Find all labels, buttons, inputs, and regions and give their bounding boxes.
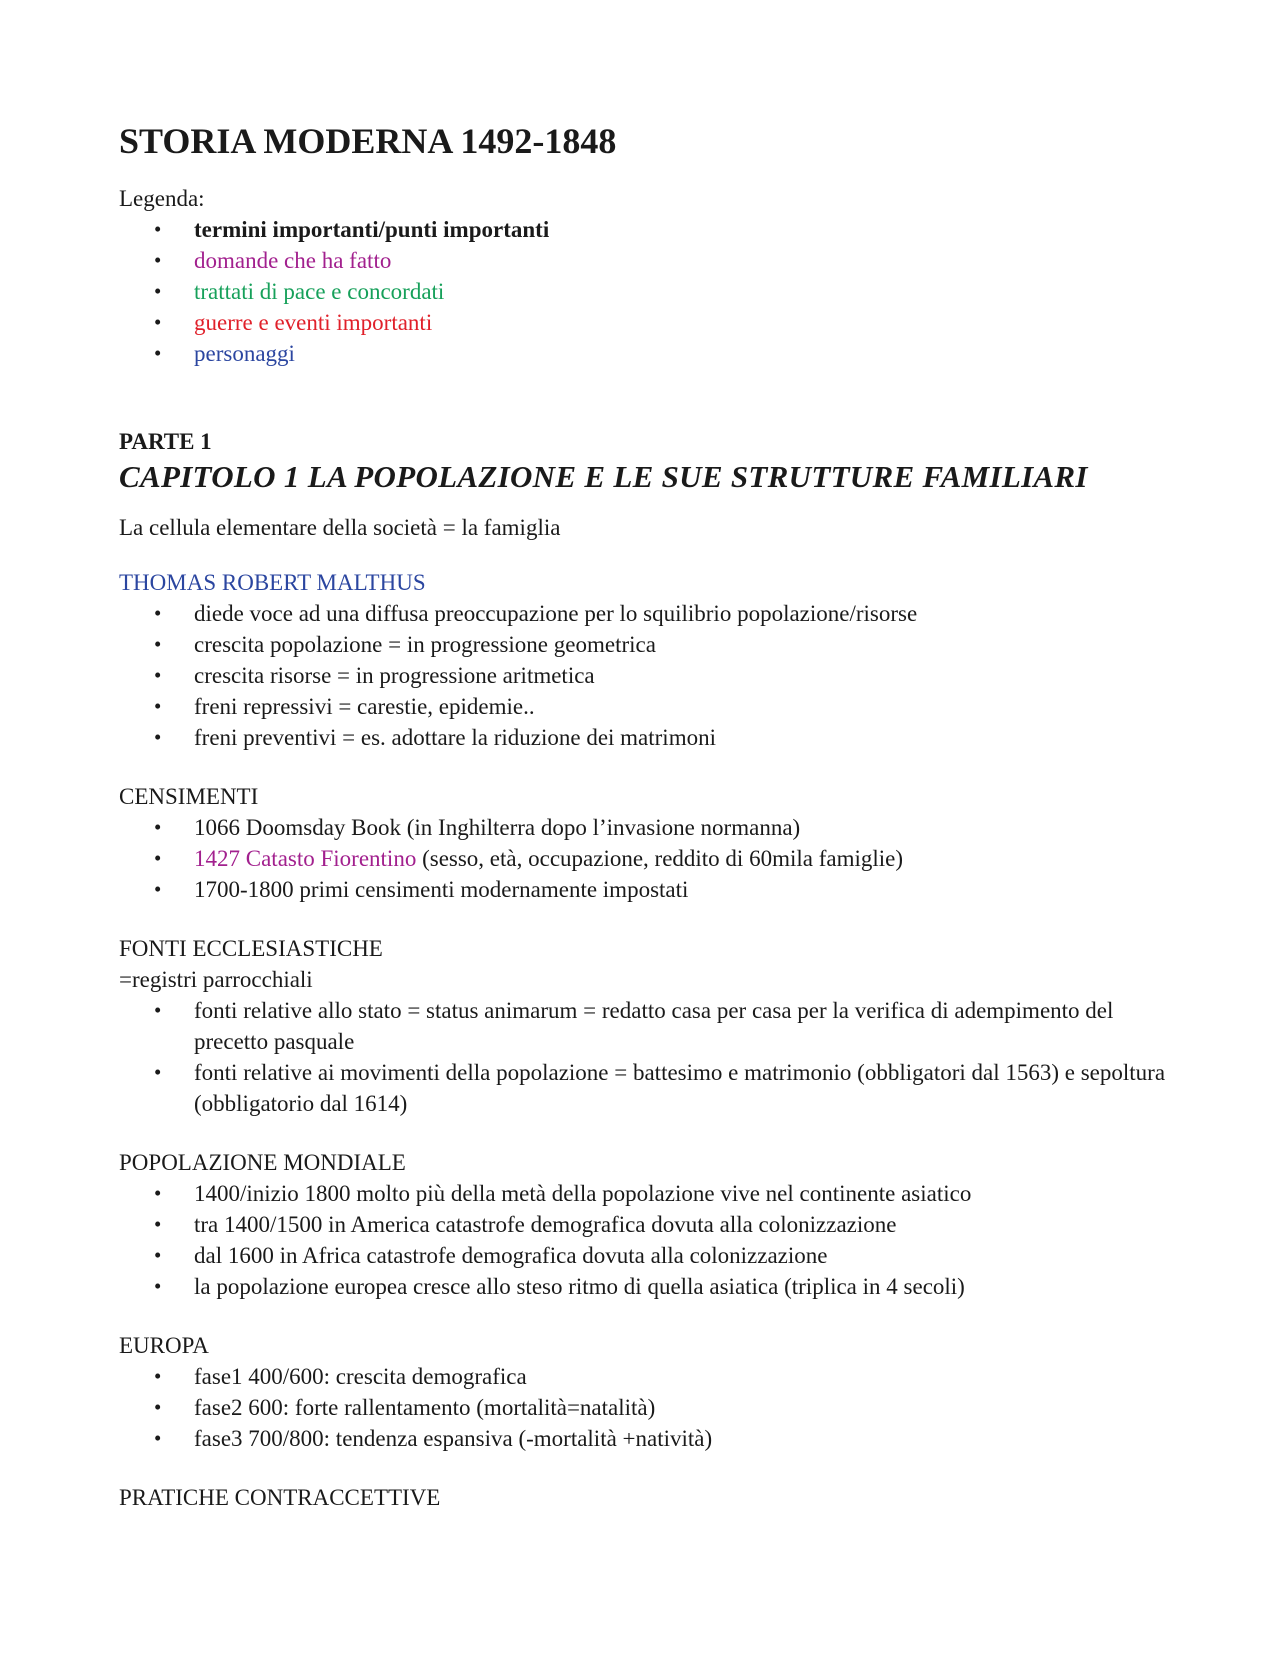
bullet-icon: • [154,310,162,334]
bullet-icon: • [154,694,162,718]
bullet-icon: • [154,846,162,870]
list-item: • la popolazione europea cresce allo steso ritmo di quella asiatica (triplica in 4 secoli) [119,1271,1179,1302]
list-item: • freni repressivi = carestie, epidemie.. [119,691,1179,722]
bullet-icon: • [154,663,162,687]
fonti-list [119,995,1179,1119]
section-heading-malthus: THOMAS ROBERT MALTHUS [119,570,426,595]
list-item: • 1427 Catasto Fiorentino (sesso, età, occupazione, reddito di 60mila famiglie) [119,843,1179,874]
section-heading-fonti: FONTI ECCLESIASTICHE [119,936,383,961]
bullet-icon: • [154,1212,162,1236]
europa-list [119,1361,1179,1454]
bullet-icon: • [154,1060,162,1084]
legend-label: Legenda: [119,186,205,211]
bullet-icon: • [154,1426,162,1450]
list-item: • fonti relative ai movimenti della popolazione = battesimo e matrimonio (obbligatori dal 1563) e sepoltura (obbligatorio dal 1614) [119,1057,1179,1119]
legend-list [119,214,1179,369]
bullet-icon: • [154,601,162,625]
section-heading-europa: EUROPA [119,1333,209,1358]
section-heading-pratiche: PRATICHE CONTRACCETTIVE [119,1485,441,1510]
legend-item: • trattati di pace e concordati [119,276,1179,307]
bullet-icon: • [154,1274,162,1298]
malthus-list [119,598,1179,753]
bullet-icon: • [154,725,162,749]
chapter-title: CAPITOLO 1 LA POPOLAZIONE E LE SUE STRUTTURE FAMILIARI [119,459,1088,494]
popolazione-list [119,1178,1179,1302]
list-item: • freni preventivi = es. adottare la riduzione dei matrimoni [119,722,1179,753]
list-item: • crescita popolazione = in progressione geometrica [119,629,1179,660]
bullet-icon: • [154,1395,162,1419]
section-heading-popolazione: POPOLAZIONE MONDIALE [119,1150,406,1175]
intro-paragraph: La cellula elementare della società = la famiglia [119,515,561,540]
bullet-icon: • [154,217,162,241]
list-item: • diede voce ad una diffusa preoccupazione per lo squilibrio popolazione/risorse [119,598,1179,629]
legend-item: • domande che ha fatto [119,245,1179,276]
document-title: STORIA MODERNA 1492-1848 [119,121,617,161]
censimenti-list [119,812,1179,905]
legend-item: • guerre e eventi importanti [119,307,1179,338]
bullet-icon: • [154,341,162,365]
list-item: • tra 1400/1500 in America catastrofe demografica dovuta alla colonizzazione [119,1209,1179,1240]
bullet-icon: • [154,998,162,1022]
bullet-icon: • [154,248,162,272]
bullet-icon: • [154,877,162,901]
list-item: • 1066 Doomsday Book (in Inghilterra dopo l’invasione normanna) [119,812,1179,843]
part-label: PARTE 1 [119,429,212,454]
list-item: • dal 1600 in Africa catastrofe demografica dovuta alla colonizzazione [119,1240,1179,1271]
bullet-icon: • [154,815,162,839]
bullet-icon: • [154,1243,162,1267]
list-item: • fase3 700/800: tendenza espansiva (-mortalità +natività) [119,1423,1179,1454]
section-subheading-fonti: =registri parrocchiali [119,967,313,992]
legend-item: • personaggi [119,338,1179,369]
section-heading-censimenti: CENSIMENTI [119,784,259,809]
list-item: • 1400/inizio 1800 molto più della metà della popolazione vive nel continente asiatico [119,1178,1179,1209]
list-item: • crescita risorse = in progressione aritmetica [119,660,1179,691]
list-item: • fase1 400/600: crescita demografica [119,1361,1179,1392]
bullet-icon: • [154,279,162,303]
list-item: • fonti relative allo stato = status animarum = redatto casa per casa per la verifica di adempimento del precetto pasquale [119,995,1179,1057]
list-item: • fase2 600: forte rallentamento (mortalità=natalità) [119,1392,1179,1423]
document-body [119,118,1179,1513]
bullet-icon: • [154,1364,162,1388]
bullet-icon: • [154,632,162,656]
legend-item: • termini importanti/punti importanti [119,214,1179,245]
bullet-icon: • [154,1181,162,1205]
list-item: • 1700-1800 primi censimenti modernamente impostati [119,874,1179,905]
